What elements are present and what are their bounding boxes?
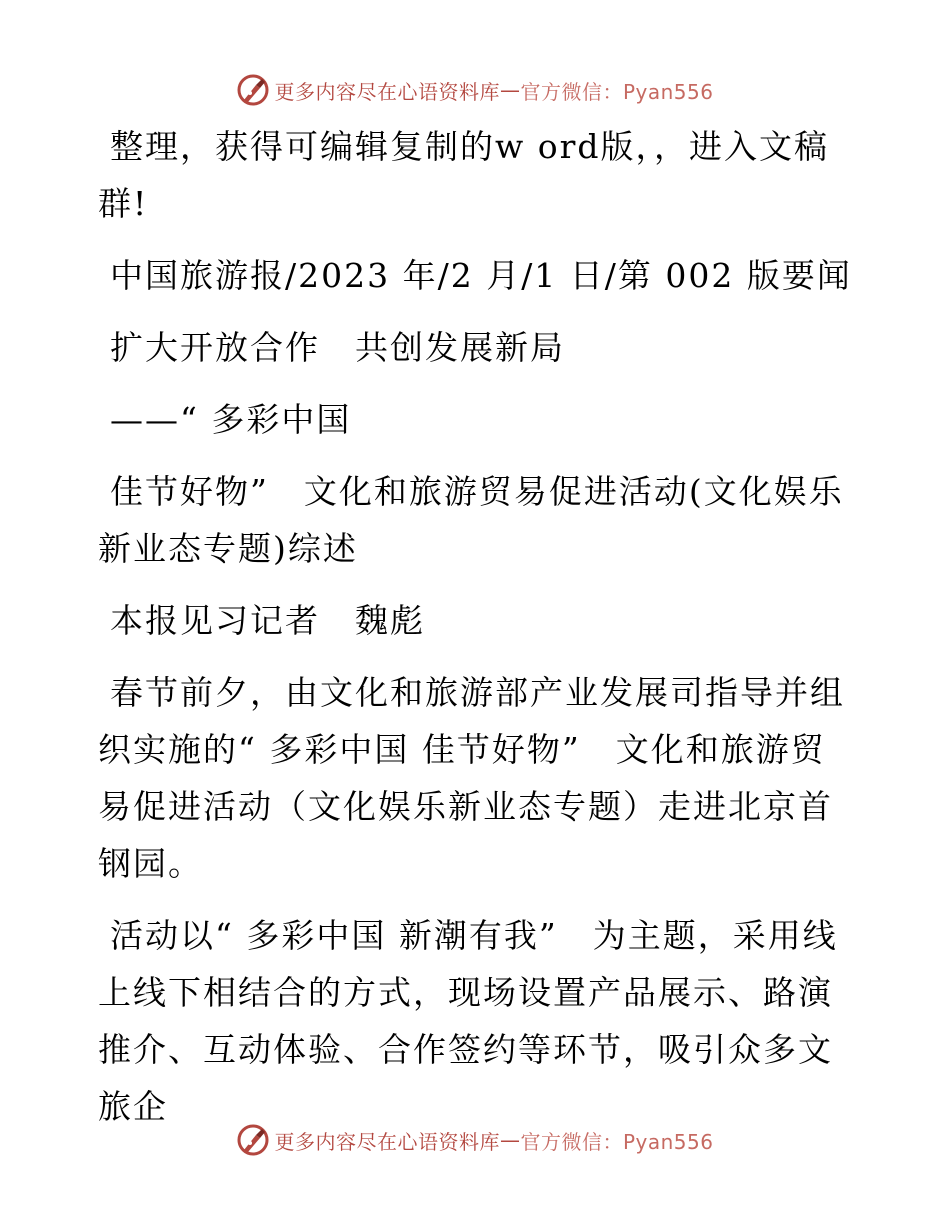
- watermark-wechat-text: 官方微信：Pyan556: [520, 79, 714, 104]
- paragraph-intro: 整理，获得可编辑复制的w ord版，，进入文稿群!: [98, 127, 830, 223]
- paragraph-body-2: 活动以“ 多彩中国 新潮有我” 为主题，采用线上线下相结合的方式，现场设置产品展示、路演推介、互动体验、合作签约等环节，吸引众多文旅企: [98, 916, 838, 1126]
- watermark-brand-text: 更多内容尽在心语资料库: [274, 79, 500, 104]
- watermark-banner-bottom: [0, 1120, 950, 1160]
- watermark-banner-top: [0, 70, 950, 110]
- article-subtitle-line1: ——“ 多彩中国: [110, 400, 352, 439]
- watermark-separator: —: [499, 78, 521, 102]
- watermark-wechat-text: 官方微信：Pyan556: [520, 1129, 714, 1154]
- watermark-separator: —: [499, 1128, 521, 1152]
- paragraph-body-1: 春节前夕，由文化和旅游部产业发展司指导并组织实施的“ 多彩中国 佳节好物” 文化和旅游贸易促进活动（文化娱乐新业态专题）走进北京首钢园。: [98, 673, 845, 883]
- article-title: 扩大开放合作 共创发展新局: [110, 328, 565, 367]
- pen-logo-icon: [236, 73, 270, 107]
- document-body: [98, 118, 858, 1150]
- article-subtitle-line2: 佳节好物” 文化和旅游贸易促进活动(文化娱乐新业态专题)综述: [98, 472, 844, 568]
- paragraph-source-line: 中国旅游报/2023 年/2 月/1 日/第 002 版要闻: [110, 256, 852, 295]
- pen-logo-icon: [236, 1123, 270, 1157]
- watermark-brand-text: 更多内容尽在心语资料库: [274, 1129, 500, 1154]
- article-byline: 本报见习记者 魏彪: [110, 601, 425, 640]
